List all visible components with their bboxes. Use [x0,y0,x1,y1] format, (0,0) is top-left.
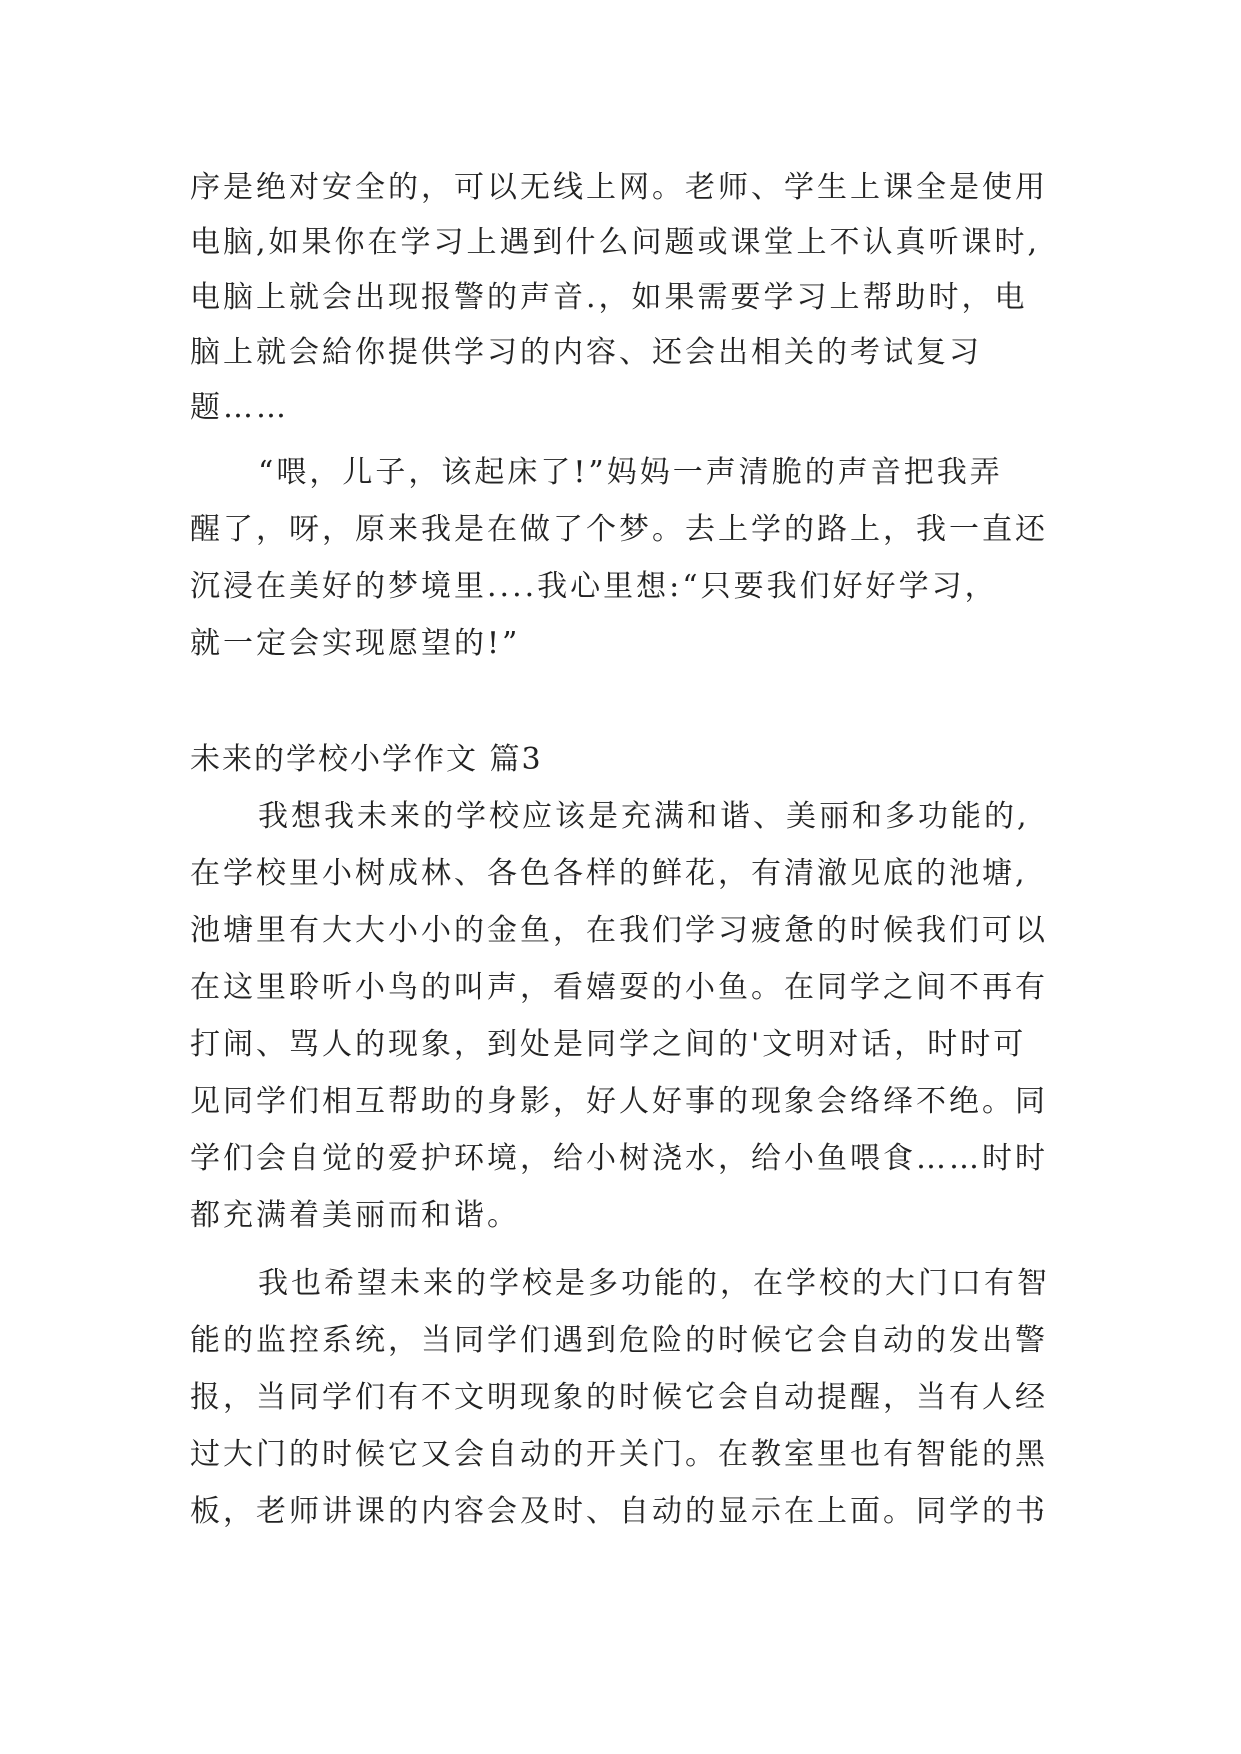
text-line: 就一定会实现愿望的!” [190,626,521,661]
text-line: 板，老师讲课的内容会及时、自动的显示在上面。同学的书 [190,1494,1048,1529]
text-line: 沉浸在美好的梦境里....我心里想:“只要我们好好学习， [190,569,998,604]
text-line: 电脑上就会出现报警的声音.，如果需要学习上帮助时，电 [190,280,1028,315]
text-line: 过大门的时候它又会自动的开关门。在教室里也有智能的黑 [190,1437,1048,1472]
text-line: “喂，儿子，该起床了!”妈妈一声清脆的声音把我弄 [258,455,1003,490]
text-line: 能的监控系统，当同学们遇到危险的时候它会自动的发出警 [190,1323,1048,1358]
text-line: 学们会自觉的爱护环境，给小树浇水，给小鱼喂食……时时 [190,1141,1048,1176]
text-line: 我也希望未来的学校是多功能的，在学校的大门口有智 [258,1266,1050,1301]
text-line: 我想我未来的学校应该是充满和谐、美丽和多功能的, [258,799,1030,834]
text-line: 池塘里有大大小小的金鱼，在我们学习疲惫的时候我们可以 [190,913,1048,948]
text-line: 报，当同学们有不文明现象的时候它会自动提醒，当有人经 [190,1380,1048,1415]
section-title: 未来的学校小学作文 篇3 [190,742,543,777]
text-line: 在学校里小树成林、各色各样的鲜花，有清澈见底的池塘, [190,856,1028,891]
text-line: 醒了，呀，原来我是在做了个梦。去上学的路上，我一直还 [190,512,1048,547]
text-line: 在这里聆听小鸟的叫声，看嬉耍的小鱼。在同学之间不再有 [190,970,1048,1005]
text-line: 见同学们相互帮助的身影，好人好事的现象会络绎不绝。同 [190,1084,1048,1119]
text-line: 脑上就会給你提供学习的内容、还会出相关的考试复习 [190,335,982,370]
text-line: 序是绝对安全的，可以无线上网。老师、学生上课全是使用 [190,170,1048,205]
text-line: 都充满着美丽而和谐。 [190,1198,520,1233]
text-line: 电脑,如果你在学习上遇到什么问题或课堂上不认真听课时, [190,225,1041,260]
text-line: 打闹、骂人的现象，到处是同学之间的'文明对话，时时可 [190,1027,1027,1062]
text-line: 题…… [190,390,289,425]
